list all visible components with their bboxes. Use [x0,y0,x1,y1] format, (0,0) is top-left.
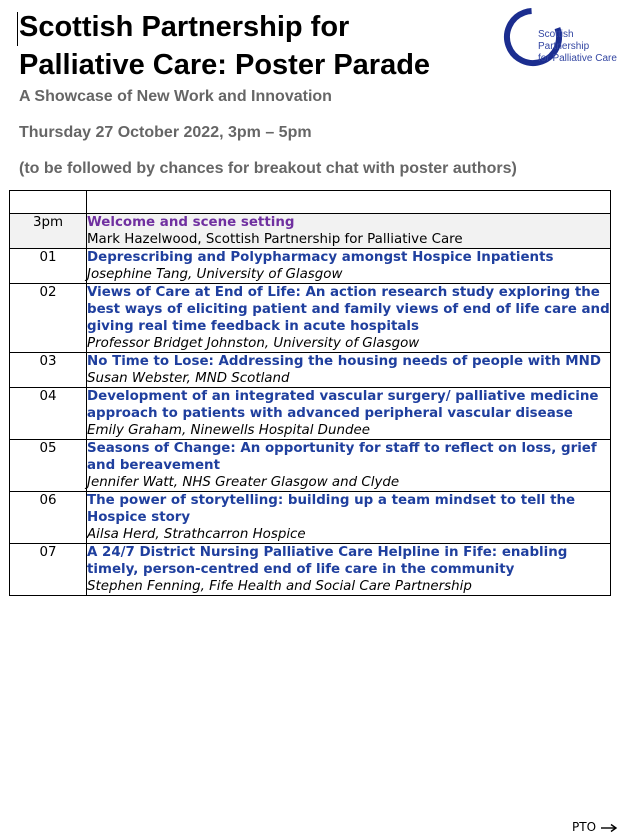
pto-label: PTO [572,820,597,834]
agenda-details [87,284,611,353]
pto-footer [572,820,618,834]
event-note: (to be followed by chances for breakout chat with poster authors) [19,160,517,177]
document-title [19,8,430,84]
poster-presenter: Josephine Tang, University of Glasgow [87,267,343,282]
header-cell-number [10,191,87,214]
poster-title: The power of storytelling: building up a team mindset to tell the Hospice story [87,493,576,525]
poster-presenter: Susan Webster, MND Scotland [87,371,290,386]
poster-number: 02 [10,284,87,353]
agenda-row [10,492,611,544]
poster-presenter: Professor Bridget Johnston, University of Glasgow [87,336,420,351]
text-cursor [17,12,18,46]
title-line-1: Scottish Partnership for [19,11,350,43]
poster-presenter: Jennifer Watt, NHS Greater Glasgow and Clyde [87,475,400,490]
agenda-details [87,353,611,388]
agenda-table [9,190,611,596]
title-line-2: Palliative Care: Poster Parade [19,49,431,81]
poster-title: Views of Care at End of Life: An action research study exploring the best ways of eliciting patient and family views of end of life care and giving real time feedback in acute hospitals [87,285,610,334]
agenda-details [87,544,611,596]
poster-title: Deprescribing and Polypharmacy amongst Hospice Inpatients [87,250,554,265]
agenda-row [10,544,611,596]
poster-title: A 24/7 District Nursing Palliative Care Helpline in Fife: enabling timely, person-centred end of life care in the community [87,545,568,577]
poster-presenter: Stephen Fenning, Fife Health and Social Care Partnership [87,579,472,594]
poster-number: 07 [10,544,87,596]
poster-title: No Time to Lose: Addressing the housing needs of people with MND [87,354,601,369]
poster-presenter: Ailsa Herd, Strathcarron Hospice [87,527,306,542]
poster-number: 04 [10,388,87,440]
agenda-row [10,284,611,353]
agenda-details [87,214,611,249]
poster-title: Development of an integrated vascular surgery/ palliative medicine approach to patients with advanced peripheral vascular disease [87,389,599,421]
agenda-details [87,440,611,492]
poster-number: 05 [10,440,87,492]
poster-number: 01 [10,249,87,284]
agenda-details [87,249,611,284]
agenda-row [10,353,611,388]
agenda-details [87,388,611,440]
logo-text: Scottish Partnership for Palliative Care [538,29,617,64]
poster-presenter: Emily Graham, Ninewells Hospital Dundee [87,423,370,438]
agenda-time: 3pm [10,214,87,249]
agenda-header-row [10,191,611,214]
event-date: Thursday 27 October 2022, 3pm – 5pm [19,124,312,141]
poster-number: 06 [10,492,87,544]
poster-number: 03 [10,353,87,388]
agenda-row [10,249,611,284]
agenda-item-presenter: Mark Hazelwood, Scottish Partnership for Palliative Care [87,232,463,247]
header-cell-details [87,191,611,214]
poster-title: Seasons of Change: An opportunity for staff to reflect on loss, grief and bereavement [87,441,597,473]
agenda-row-welcome [10,214,611,249]
agenda-row [10,440,611,492]
agenda-row [10,388,611,440]
agenda-details [87,492,611,544]
arrow-right-icon [600,823,618,833]
subtitle: A Showcase of New Work and Innovation [19,88,332,105]
agenda-item-title: Welcome and scene setting [87,215,295,230]
spcc-logo [502,4,628,70]
